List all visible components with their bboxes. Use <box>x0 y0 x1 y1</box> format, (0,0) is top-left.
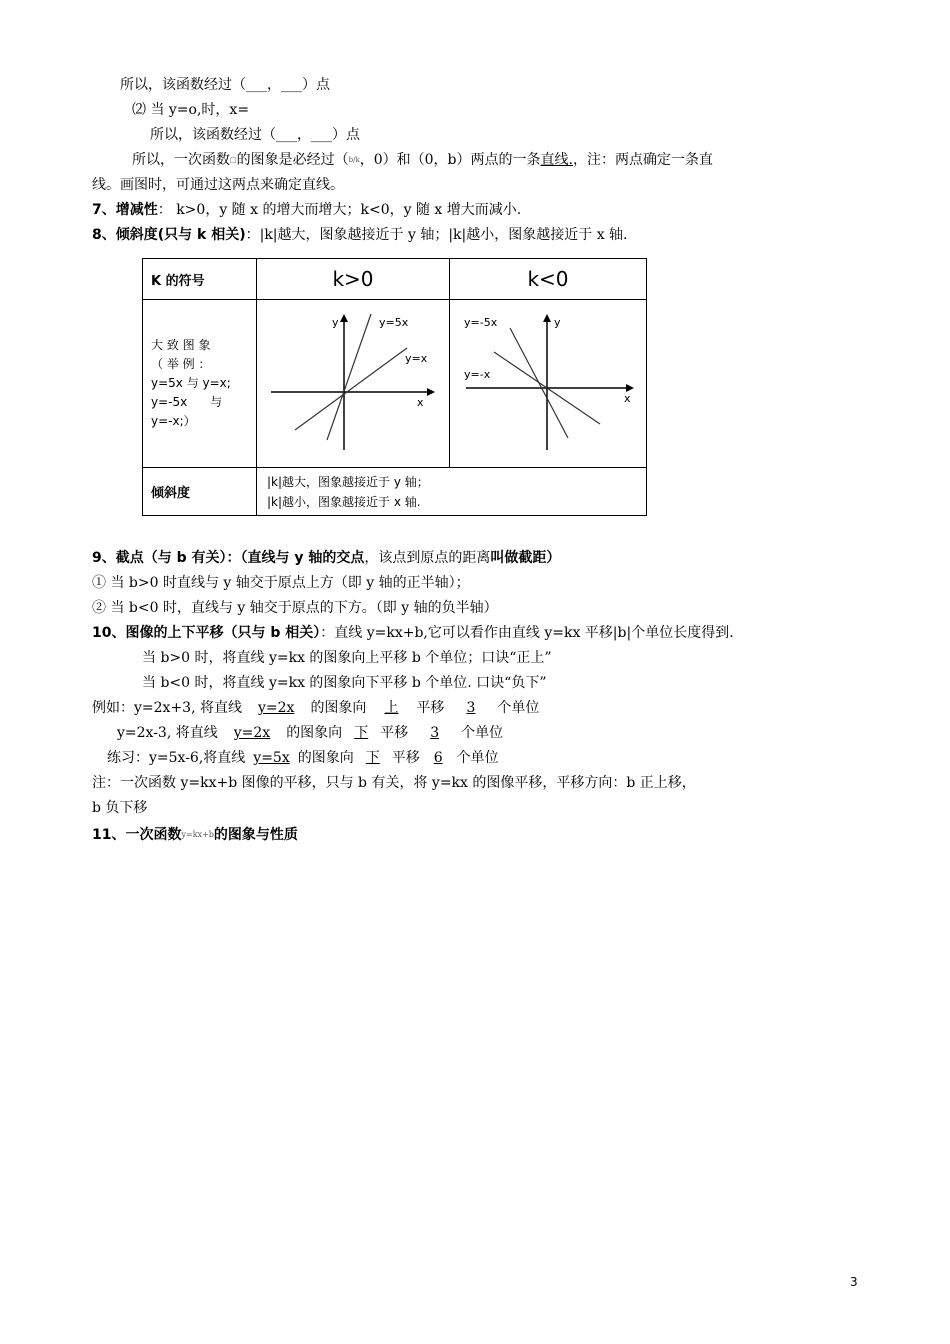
straight-line-term: 直线. <box>540 152 573 168</box>
slope-line-2: |k|越小，图象越接近于 x 轴. <box>267 494 421 509</box>
label-y-x: y=x <box>405 352 428 365</box>
section-11-title <box>92 826 298 844</box>
row-label-line: y=-5x 与 <box>151 395 223 409</box>
text-segment: 所以，一次函数 <box>132 152 230 168</box>
label-y-5x: y=5x <box>379 316 409 329</box>
table-row-label-slope: 倾斜度 <box>143 468 257 516</box>
section-8-title: 8、倾斜度(只与 k 相关) <box>92 227 246 243</box>
section-10-line-1: 当 b>0 时，将直线 y=kx 的图象向上平移 b 个单位；口诀“正上” <box>142 650 552 666</box>
section-7-text: ： k>0，y 随 x 的增大而增大；k<0，y 随 x 增大而减小. <box>157 202 522 218</box>
x-axis-arrow <box>626 384 634 392</box>
section-9-title-c: 叫做截距） <box>490 550 561 566</box>
section-7-monotonicity <box>92 201 521 219</box>
label-y-neg-x: y=-x <box>464 368 491 381</box>
line-drawing-note: 线。画图时，可通过这两点来确定直线。 <box>92 177 344 193</box>
section-9-title-a: 9、截点（与 b 有关）：（直线与 y 轴的交点 <box>92 550 365 566</box>
blank-answer: y=5x <box>253 750 290 766</box>
table-header-k-sign: K 的符号 <box>143 259 257 300</box>
blank-answer: 6 <box>433 750 443 766</box>
blank-answer: y=2x <box>257 700 295 716</box>
translation-note-1: 注：一次函数 y=kx+b 图像的平移，只与 b 有关，将 y=kx 的图像平移，平移方向：b 正上移， <box>92 775 696 791</box>
section-9-line-1: ① 当 b>0 时直线与 y 轴交于原点上方（即 y 轴的正半轴）； <box>92 575 470 591</box>
x-axis-arrow <box>427 388 435 396</box>
example-text: 个单位 <box>497 700 540 716</box>
blank-answer: 3 <box>430 725 440 741</box>
section-10-line-2: 当 b<0 时，将直线 y=kx 的图象向下平移 b 个单位. 口诀“负下” <box>142 675 547 691</box>
graph-cell-k-positive <box>257 300 450 468</box>
line-passes-point-2: 所以，该函数经过（___，___）点 <box>150 127 360 143</box>
x-axis-label: x <box>417 396 424 409</box>
slope-sign-table <box>142 258 647 516</box>
example-text: 平移 <box>391 750 420 766</box>
line-when-y-zero: ⑵ 当 y=o,时，x= <box>132 102 250 118</box>
inline-formula: y=kx+b <box>181 830 214 839</box>
example-text: 平移 <box>380 725 409 741</box>
section-9-title <box>92 549 560 567</box>
inline-formula-placeholder: □ <box>230 156 237 164</box>
line-linear-function-two-points <box>132 151 713 169</box>
section-10-title-text: 10、图像的上下平移（只与 b 相关） <box>92 625 321 641</box>
blank-answer: y=2x <box>233 725 271 741</box>
text-segment: ，注：两点确定一条直 <box>572 152 713 168</box>
graph-cell-k-negative <box>450 300 647 468</box>
row-label-line: y=5x 与 y=x; <box>151 376 231 390</box>
example-text: 个单位 <box>456 750 499 766</box>
example-text: 平移 <box>416 700 445 716</box>
section-9-line-2: ② 当 b<0 时，直线与 y 轴交于原点的下方。（即 y 轴的负半轴） <box>92 600 498 616</box>
y-axis-arrow <box>340 314 348 322</box>
blank-answer: 下 <box>365 750 380 766</box>
blank-answer: 上 <box>384 700 399 716</box>
slope-line-1: |k|越大，图象越接近于 y 轴； <box>267 474 429 489</box>
page-number: 3 <box>850 1275 858 1289</box>
label-y-neg-5x: y=-5x <box>464 316 498 329</box>
text-segment: 的图象是必经过（ <box>236 152 349 168</box>
x-axis-label: x <box>624 392 631 405</box>
practice-1 <box>107 749 499 767</box>
line-y-x <box>295 348 407 430</box>
section-9-title-b: ，该点到原点的距离 <box>364 550 491 566</box>
row-label-line: （ 举 例 ： <box>151 357 211 371</box>
blank-answer: 下 <box>354 725 369 741</box>
section-8-text: ：|k|越大，图象越接近于 y 轴；|k|越小，图象越接近于 x 轴. <box>245 227 628 243</box>
table-header-k-positive: k>0 <box>257 259 450 300</box>
section-7-title: 7、增减性 <box>92 202 158 218</box>
row-label-line: 大 致 图 象 <box>151 338 211 352</box>
line-passes-point-1: 所以，该函数经过（___，___）点 <box>120 77 330 93</box>
graph-k-negative <box>450 300 646 463</box>
example-text: 的图象向 <box>286 725 343 741</box>
example-text: 的图象向 <box>297 750 354 766</box>
table-header-k-negative: k<0 <box>450 259 647 300</box>
translation-note-2: b 负下移 <box>92 800 148 816</box>
row-label-line: y=-x;） <box>151 414 196 428</box>
example-text: y=2x-3, 将直线 <box>117 725 218 741</box>
section-10-title <box>92 624 734 642</box>
example-text: 个单位 <box>461 725 504 741</box>
section-11-title-a: 11、一次函数 <box>92 827 182 843</box>
example-text: 练习：y=5x-6,将直线 <box>107 750 246 766</box>
line-y-5x <box>327 314 371 440</box>
example-text: 例如：y=2x+3, 将直线 <box>92 700 242 716</box>
section-11-title-b: 的图象与性质 <box>213 827 298 843</box>
table-row-label-graphs <box>143 300 257 468</box>
inline-fraction-placeholder: b/k <box>348 156 360 164</box>
example-2 <box>117 724 503 742</box>
text-segment: ，0）和（0，b）两点的一条 <box>359 152 541 168</box>
section-10-text: ：直线 y=kx+b,它可以看作由直线 y=kx 平移|b|个单位长度得到. <box>320 625 734 641</box>
y-axis-label: y <box>332 316 339 329</box>
y-axis-label: y <box>554 316 561 329</box>
graph-k-positive <box>257 300 449 463</box>
example-text: 的图象向 <box>310 700 367 716</box>
table-slope-description <box>257 468 647 516</box>
blank-answer: 3 <box>466 700 476 716</box>
y-axis-arrow <box>543 314 551 322</box>
example-1 <box>92 699 539 717</box>
section-8-slope <box>92 226 628 244</box>
